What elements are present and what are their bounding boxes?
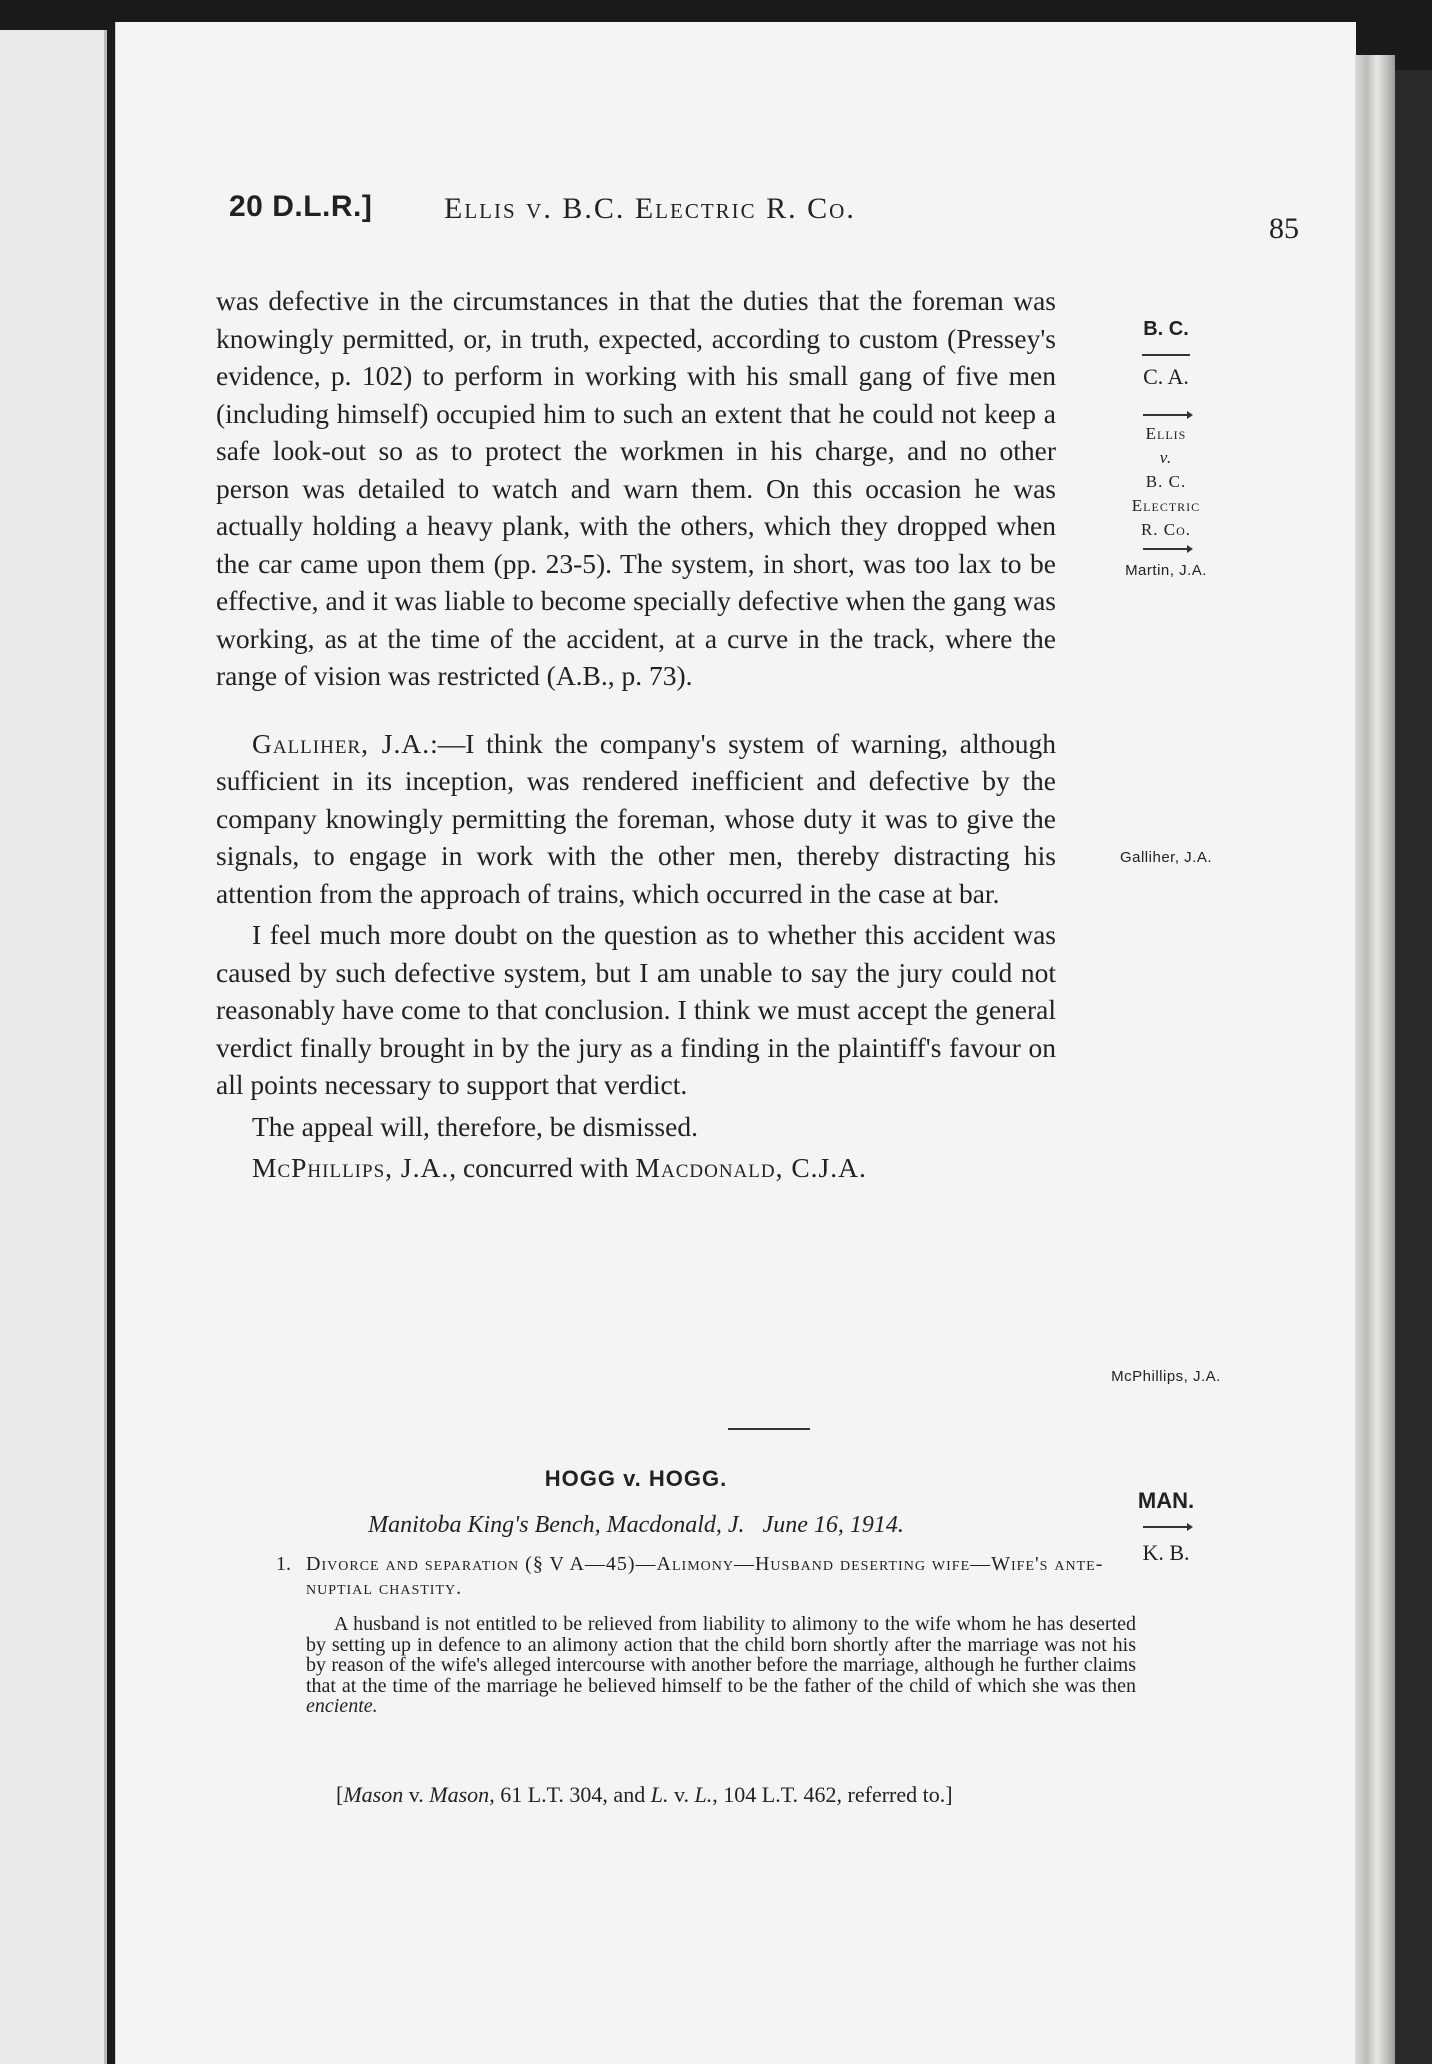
paragraph-text: , concurred with (449, 1152, 636, 1183)
cite-part: , 104 L.T. 462, referred to.] (712, 1782, 953, 1807)
sidenote-court: C. A. (1143, 364, 1189, 389)
sidenote-province-man: MAN. (1137, 1488, 1195, 1513)
running-title: Ellis v. B.C. Electric R. Co. (444, 192, 856, 225)
case-title: HOGG v. HOGG. (544, 1466, 728, 1491)
case-line: R. Co. (1140, 520, 1192, 539)
decision-date: June 16, 1914. (762, 1512, 904, 1538)
cite-part: L. (650, 1782, 669, 1807)
judge-name: McPhillips, J.A. (252, 1152, 450, 1183)
headnote-heading (276, 1552, 1146, 1600)
cite-part: [ (336, 1782, 344, 1807)
case-separator (728, 1428, 810, 1430)
judge-name: Galliher, J.A. (252, 727, 431, 759)
judge-name: Macdonald, C.J.A. (635, 1152, 867, 1183)
facing-page-edge (0, 30, 107, 2064)
sidenote-arrow (1081, 1520, 1251, 1534)
headnote-topic: Divorce and separation (§ V A—45)—Alimony—Husband deserting wife—Wife's ante-nuptial chastity. (306, 1553, 1104, 1599)
sidenote-rule (1081, 346, 1251, 364)
cite-part: L. (694, 1782, 713, 1807)
headnote-body (306, 1614, 1136, 1717)
sidenote-court-kb: K. B. (1142, 1540, 1190, 1565)
cite-part: Mason (343, 1782, 404, 1807)
main-text-column (216, 282, 1056, 1187)
volume-label: 20 D.L.R.] (229, 190, 373, 223)
case-line: B. C. (1145, 472, 1187, 491)
headnote-number: 1. (276, 1553, 291, 1575)
arrow-rule (1143, 548, 1189, 550)
book-page (115, 22, 1356, 2064)
page-edge (1355, 55, 1395, 2064)
court-name: Manitoba King's Bench, Macdonald, J. (368, 1512, 745, 1538)
paragraph-martin-continued: was defective in the circumstances in that the duties that the foreman was knowingly permitted, or, in truth, expected, according to custom (Pressey's evidence, p. 102) to perform in working with his small gang of five men (including himself) occupied him to such an extent that he could not keep a safe look-out so as to protect the workmen in his charge, and no other person was detailed to watch and warn them. On this occasion he was actually holding a heavy plank, with the others, which they dropped when the car came upon them (pp. 23-5). The system, in short, was too lax to be effective, and it was liable to become specially defective when the gang was working, as at the time of the accident, at a curve in the track, where the range of vision was restricted (A.B., p. 73). (216, 285, 1056, 691)
arrow-rule (1143, 414, 1189, 416)
paragraph-text: :—I think the company's system of warning, although sufficient in its inception, was rendered inefficient and defective by the company knowingly permitting the foreman, whose duty it was to give the signals, to engage in work with the other men, thereby distracting his attention from the approach of trains, which occurred in the case at bar. (216, 727, 1056, 909)
page-number: 85 (1269, 212, 1299, 245)
sidenote-judge-galliher: Galliher, J.A. (1119, 849, 1213, 866)
cite-part: Mason (429, 1782, 490, 1807)
sidenote-judge-martin: Martin, J.A. (1125, 562, 1207, 579)
cite-part: v. (403, 1782, 430, 1807)
cite-part: , 61 L.T. 304, and (489, 1782, 651, 1807)
paragraph-doubt: I feel much more doubt on the question as to whether this accident was caused by such defective system, but I am unable to say the jury could not reasonably have come to that conclusion. I think we must accept the general verdict finally brought in by the jury as a finding in the plaintiff's favour on all points necessary to support that verdict. (216, 919, 1056, 1100)
case-line: Electric (1131, 496, 1201, 515)
paragraph-mcphillips (216, 1149, 1056, 1187)
running-head (229, 190, 1299, 245)
sidenote-judge-mcphillips: McPhillips, J.A. (1111, 1368, 1221, 1385)
case-line: v. (1159, 448, 1173, 467)
headnote-text-end: enciente. (306, 1695, 378, 1717)
headnote-citation (336, 1782, 1136, 1808)
cite-part: v. (668, 1782, 695, 1807)
paragraph-dismissed: The appeal will, therefore, be dismissed. (252, 1110, 698, 1142)
headnote-text: A husband is not entitled to be relieved from liability to alimony to the wife whom he has deserted by setting up in defence to an alimony action that the child born shortly after the marriage was not his by reason of the wife's alleged intercourse with another before the marriage, although he further claims that at the time of the marriage he believed himself to be the father of the child of which she was then (306, 1613, 1136, 1697)
case-line: Ellis (1145, 424, 1187, 443)
paragraph-galliher (216, 725, 1056, 913)
book-binding (1395, 70, 1432, 2064)
sidenote-province: B. C. (1143, 318, 1189, 340)
court-line (216, 1512, 1056, 1539)
sidenote-case-name (1081, 408, 1251, 556)
